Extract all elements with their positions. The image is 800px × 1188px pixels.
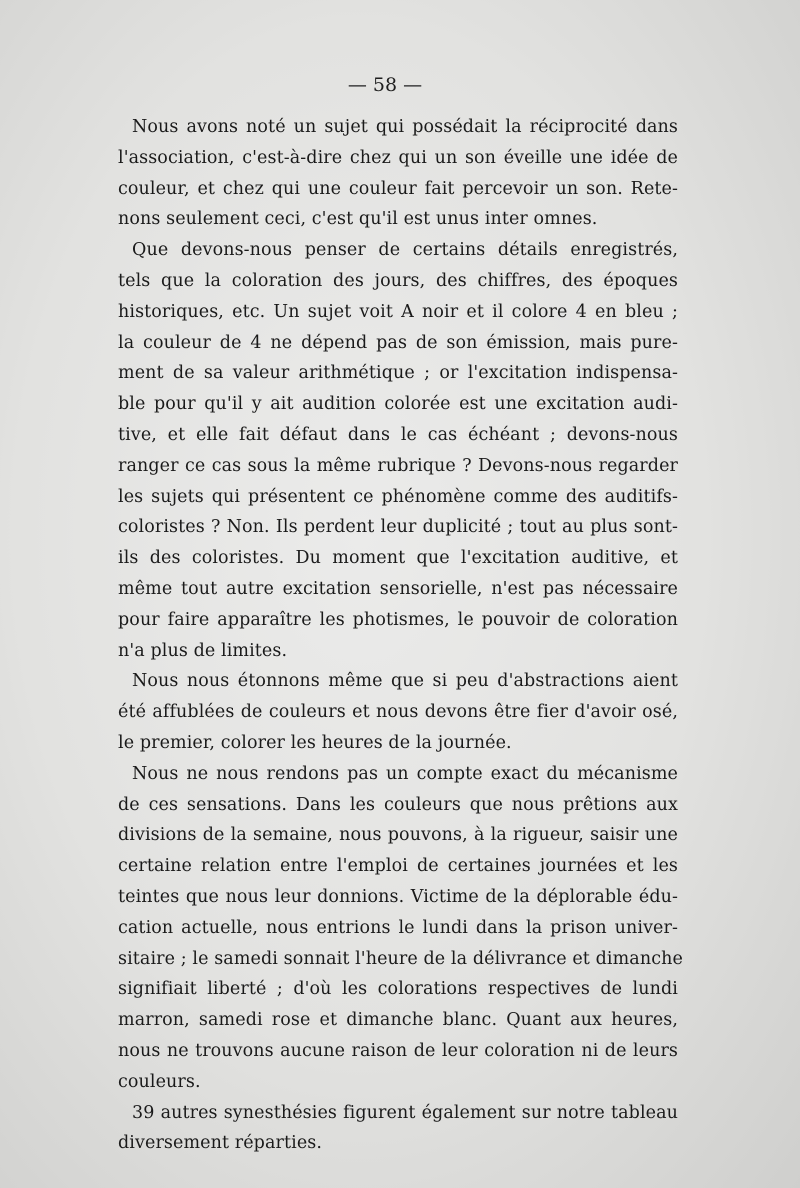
text-line: marron, samedi rose et dimanche blanc. Quant aux heures, (118, 1010, 678, 1031)
text-line: l'association, c'est-à-dire chez qui un son éveille une idée de (118, 147, 678, 168)
text-line: diversement réparties. (118, 1133, 323, 1154)
text-line: tive, et elle fait défaut dans le cas échéant ; devons-nous (118, 424, 678, 445)
text-line: ranger ce cas sous la même rubrique ? Devons-nous regarder (118, 455, 678, 476)
text-line: même tout autre excitation sensorielle, n'est pas nécessaire (118, 578, 678, 599)
text-line: historiques, etc. Un sujet voit A noir et il colore 4 en bleu ; (118, 301, 678, 322)
page-number: — 58 — (347, 74, 423, 96)
text-line: de ces sensations. Dans les couleurs que nous prêtions aux (118, 794, 678, 815)
text-line: Nous nous étonnons même que si peu d'abstractions aient (132, 671, 678, 692)
text-line: 39 autres synesthésies figurent également sur notre tableau (132, 1102, 678, 1123)
text-line: certaine relation entre l'emploi de certaines journées et les (118, 856, 678, 877)
text-line: ment de sa valeur arithmétique ; or l'excitation indispensa- (118, 363, 678, 384)
paragraph (118, 112, 678, 235)
text-line: divisions de la semaine, nous pouvons, à la rigueur, saisir une (118, 825, 678, 846)
text-line: n'a plus de limites. (118, 640, 288, 661)
text-line: les sujets qui présentent ce phénomène comme des auditifs- (118, 486, 678, 507)
text-line: ble pour qu'il y ait audition colorée est une excitation audi- (118, 394, 678, 415)
text-line: ils des coloristes. Du moment que l'excitation auditive, et (118, 548, 678, 569)
text-line: été affublées de couleurs et nous devons être fier d'avoir osé, (118, 702, 678, 723)
text-line: Nous avons noté un sujet qui possédait la réciprocité dans (132, 117, 678, 137)
text-line: sitaire ; le samedi sonnait l'heure de la délivrance et dimanche (118, 948, 683, 969)
paragraph (118, 235, 678, 666)
text-line: nons seulement ceci, c'est qu'il est unus inter omnes. (118, 209, 598, 230)
text-line: couleurs. (118, 1071, 201, 1092)
text-line: tels que la coloration des jours, des chiffres, des époques (118, 270, 678, 291)
text-line: teintes que nous leur donnions. Victime de la déplorable édu- (118, 886, 678, 907)
text-line: couleur, et chez qui une couleur fait percevoir un son. Rete- (118, 178, 678, 199)
text-line: cation actuelle, nous entrions le lundi dans la prison univer- (118, 917, 678, 938)
text-line: Que devons-nous penser de certains détails enregistrés, (132, 240, 678, 261)
text-line: nous ne trouvons aucune raison de leur coloration ni de leurs (118, 1040, 678, 1061)
text-line: Nous ne nous rendons pas un compte exact du mécanisme (132, 763, 678, 784)
body-text (118, 112, 683, 1159)
text-line: signifiait liberté ; d'où les colorations respectives de lundi (118, 979, 678, 1000)
text-line: pour faire apparaître les photismes, le pouvoir de coloration (118, 609, 678, 630)
text-line: la couleur de 4 ne dépend pas de son émission, mais pure- (118, 332, 678, 353)
text-line: le premier, colorer les heures de la journée. (118, 732, 512, 753)
paragraph (118, 759, 683, 1098)
paragraph (118, 1098, 678, 1160)
text-line: coloristes ? Non. Ils perdent leur duplicité ; tout au plus sont- (118, 517, 678, 538)
paragraph (118, 666, 678, 758)
